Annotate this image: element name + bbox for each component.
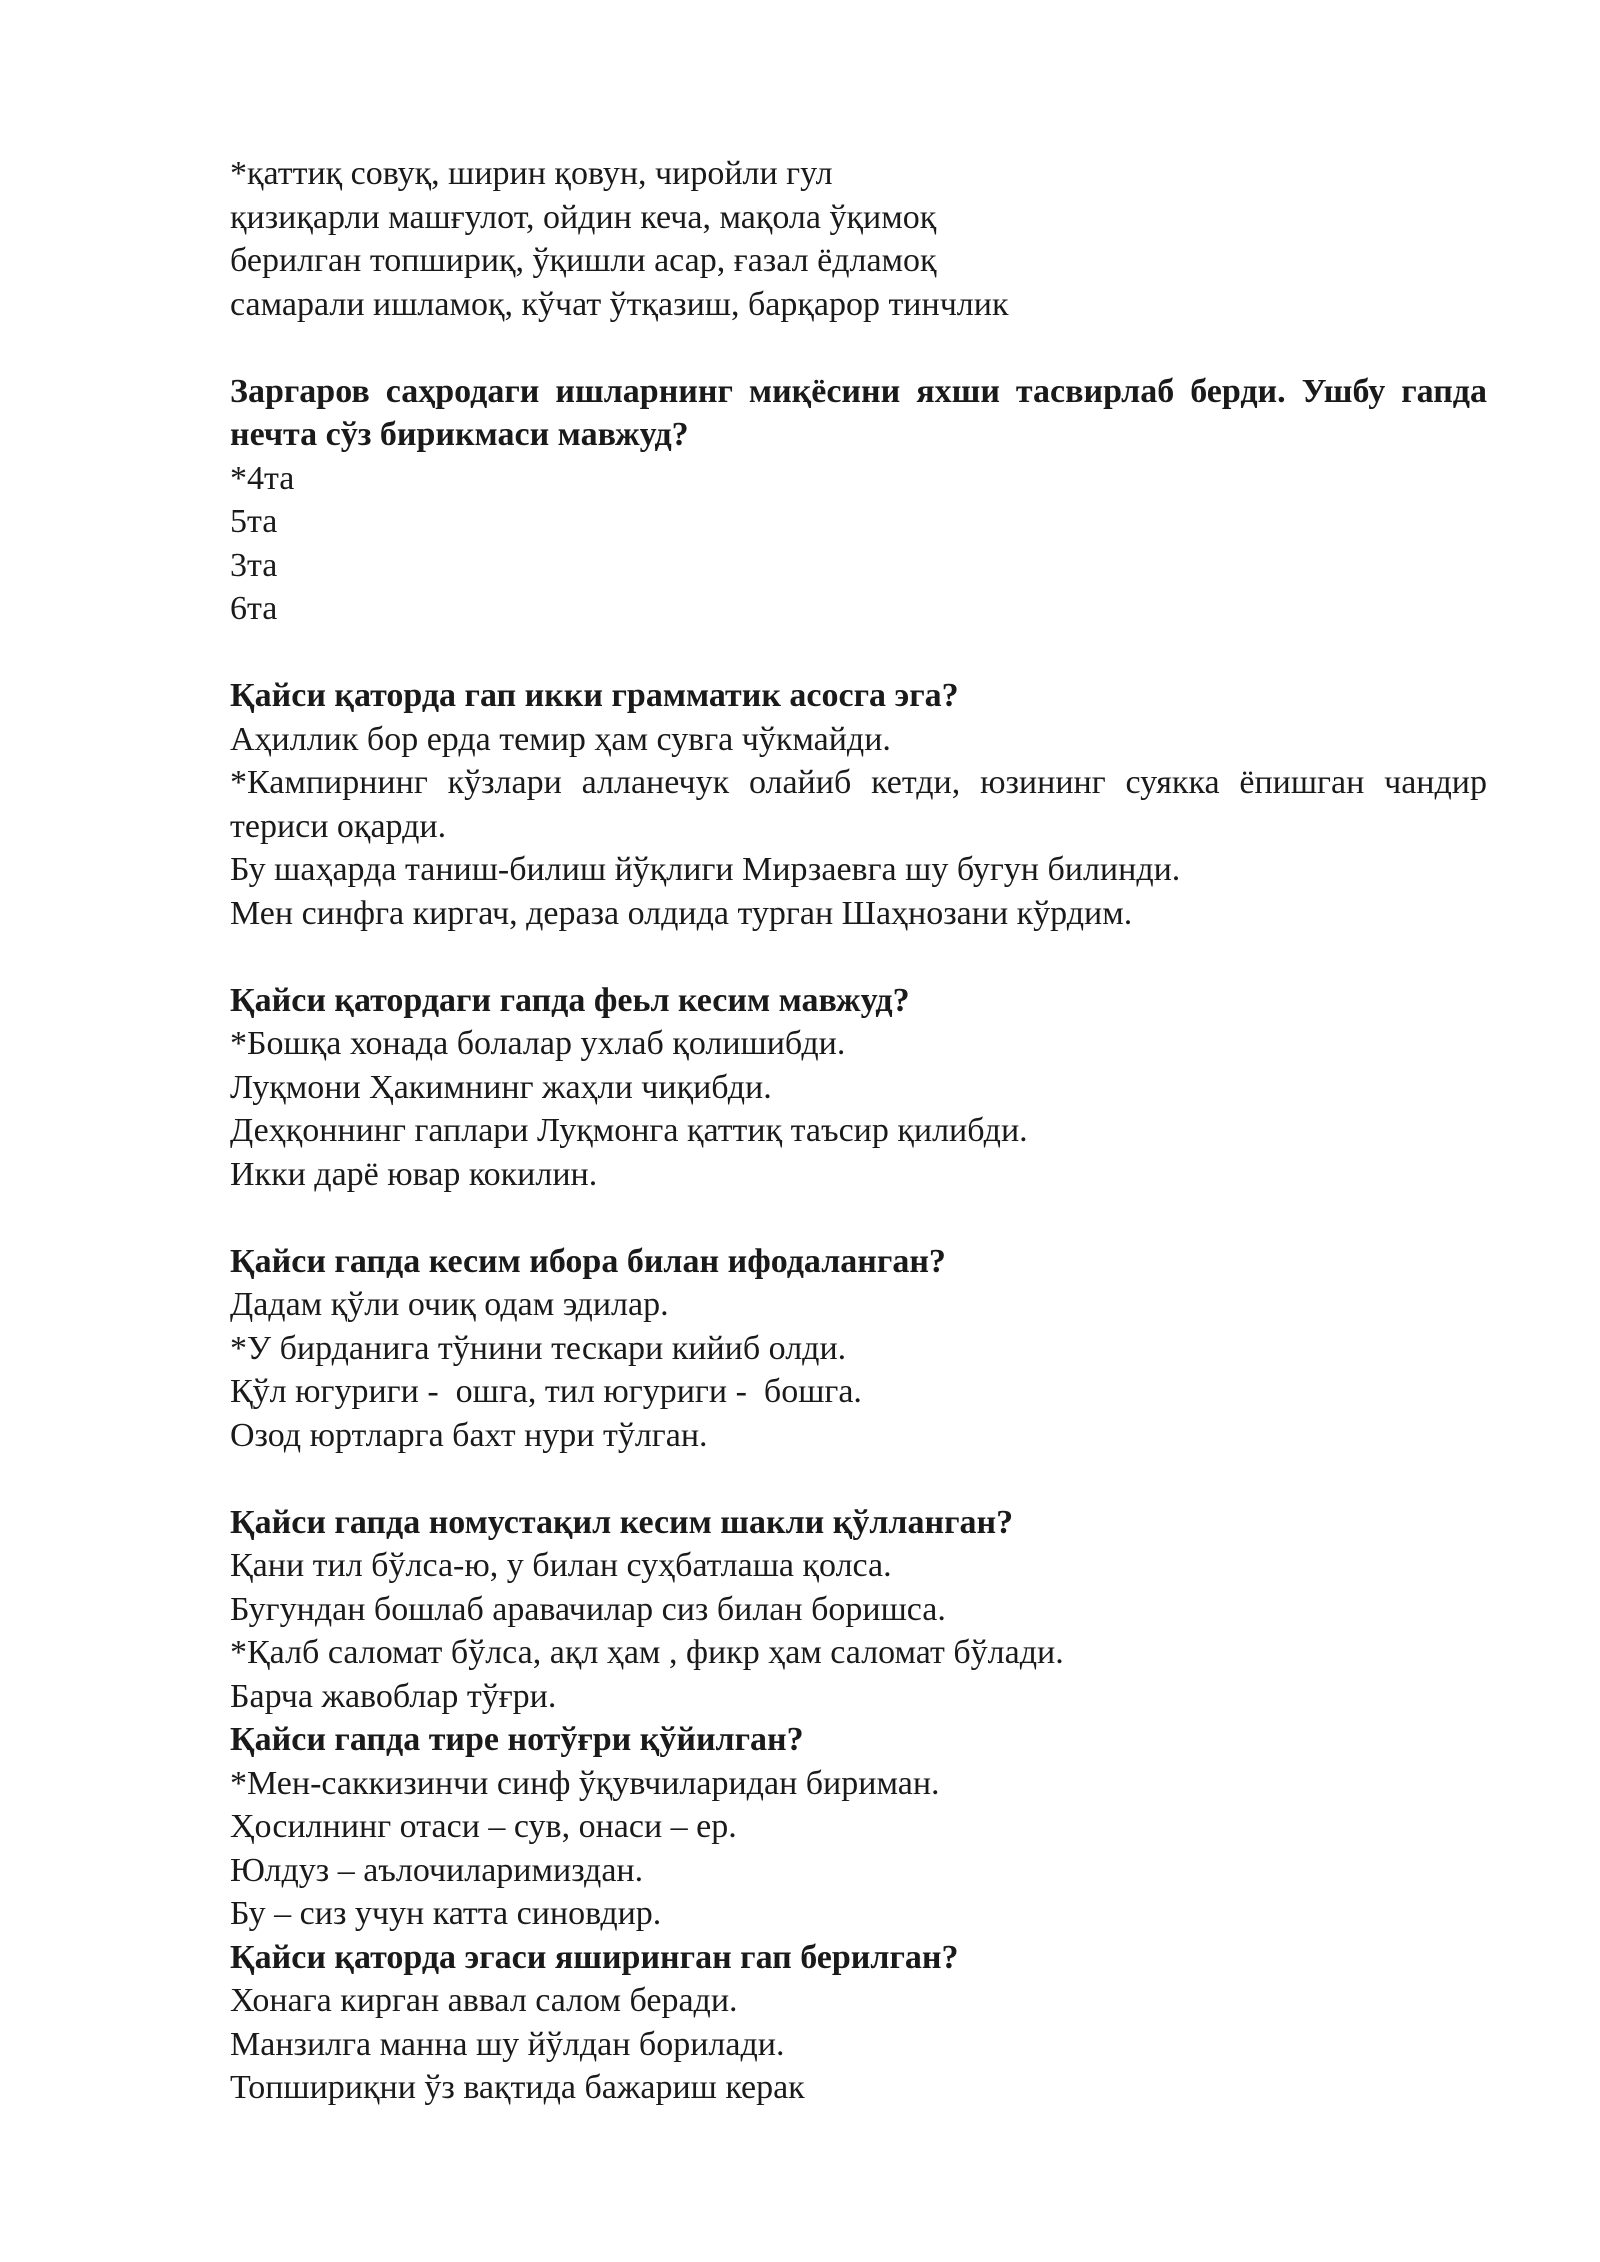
question-block-4: [230, 1240, 1487, 1458]
question-block-2: [230, 674, 1487, 935]
answer-option: 3та: [230, 546, 278, 584]
option-line: самарали ишламоқ, кўчат ўтқазиш, барқарор тинчлик: [230, 285, 1009, 323]
answer-option: Бу шаҳарда таниш-билиш йўқлиги Мирзаевга шу бугун билинди.: [230, 851, 1181, 888]
answer-option: Қани тил бўлса-ю, у билан суҳбатлаша қолса.: [230, 1547, 892, 1584]
question-text: Заргаров саҳродаги ишларнинг миқёсини яхши тасвирлаб берди. Ушбу гапда нечта сўз бирикмаси мавжуд?: [230, 372, 1487, 453]
answer-option: Ҳосилнинг отаси – сув, онаси – ер.: [230, 1808, 737, 1845]
answer-option: Луқмони Ҳакимнинг жаҳли чиқибди.: [230, 1068, 772, 1106]
question-text: Қайси гапда кесим ибора билан ифодаланган?: [230, 1242, 946, 1280]
spacer: [230, 1457, 1487, 1501]
answer-option: Икки дарё ювар кокилин.: [230, 1155, 598, 1193]
answer-option: Аҳиллик бор ерда темир ҳам сувга чўкмайди.: [230, 720, 891, 758]
answer-option: 5та: [230, 503, 278, 540]
answer-option: Топшириқни ўз вақтида бажариш керак: [230, 2069, 805, 2106]
answer-option: *4та: [230, 459, 295, 497]
question-text: Қайси қатордаги гапда феьл кесим мавжуд?: [230, 981, 910, 1019]
answer-option: Юлдуз – аълочиларимиздан.: [230, 1851, 644, 1889]
answer-option: Қўл югуриги - ошга, тил югуриги - бошга.: [230, 1373, 862, 1410]
answer-option: Хонага кирган аввал салом беради.: [230, 1982, 738, 2019]
spacer: [230, 1196, 1487, 1240]
question-block-3: [230, 979, 1487, 1197]
question-block-1: [230, 370, 1487, 631]
question-text: Қайси гапда номустақил кесим шакли қўлланган?: [230, 1503, 1014, 1541]
question-text: Қайси гапда тире нотўғри қўйилган?: [230, 1721, 804, 1758]
answer-option: *У бирданига тўнини тескари кийиб олди.: [230, 1329, 847, 1367]
answer-option: *Кампирнинг кўзлари алланечук олайиб кетди, юзининг суякка ёпишган чандир териси оқарди.: [230, 764, 1487, 845]
spacer: [230, 326, 1487, 370]
answer-option: Деҳқоннинг гаплари Луқмонга қаттиқ таъсир қилибди.: [230, 1112, 1028, 1149]
option-line: берилган топшириқ, ўқишли асар, ғазал ёдламоқ: [230, 242, 937, 279]
spacer: [230, 631, 1487, 675]
answer-option: *Қалб саломат бўлса, ақл ҳам , фикр ҳам саломат бўлади.: [230, 1634, 1064, 1671]
answer-option: Мен синфга киргач, дераза олдида турган Шаҳнозани кўрдим.: [230, 894, 1133, 932]
document-page: [230, 152, 1487, 2110]
answer-option: *Бошқа хонада болалар ухлаб қолишибди.: [230, 1025, 846, 1062]
question-text: Қайси қаторда гап икки грамматик асосга эга?: [230, 677, 959, 714]
answer-option: Дадам қўли очиқ одам эдилар.: [230, 1286, 669, 1323]
intro-options: [230, 152, 1487, 326]
answer-option: Бугундан бошлаб аравачилар сиз билан боришса.: [230, 1590, 946, 1628]
answer-option: Манзилга манна шу йўлдан борилади.: [230, 2025, 785, 2063]
answer-option: Барча жавоблар тўғри.: [230, 1677, 557, 1715]
question-text: Қайси қаторда эгаси яширинган гап берилган?: [230, 1938, 959, 1976]
answer-option: 6та: [230, 590, 278, 627]
question-block-6: [230, 1718, 1487, 1936]
answer-option: Бу – сиз учун катта синовдир.: [230, 1895, 662, 1932]
question-block-7: [230, 1936, 1487, 2110]
spacer: [230, 935, 1487, 979]
answer-option: *Мен-саккизинчи синф ўқувчиларидан бириман.: [230, 1764, 940, 1802]
answer-option: Озод юртларга бахт нури тўлган.: [230, 1416, 708, 1454]
option-line: қизиқарли машғулот, ойдин кеча, мақола ўқимоқ: [230, 198, 937, 236]
option-line: *қаттиқ совуқ, ширин қовун, чиройли гул: [230, 155, 833, 192]
question-block-5: [230, 1501, 1487, 1719]
